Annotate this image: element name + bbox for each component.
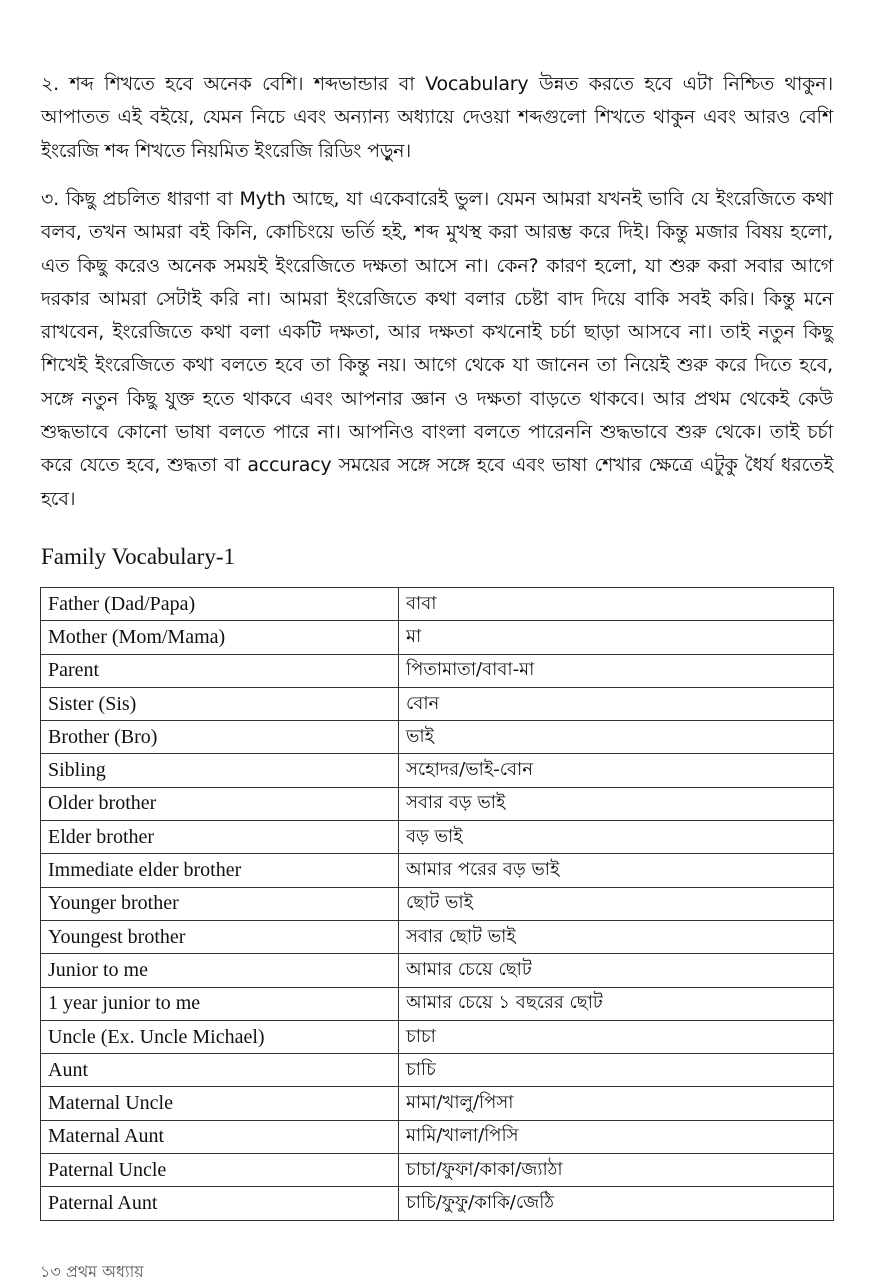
english-term-cell: Maternal Aunt — [41, 1120, 399, 1153]
page-footer — [40, 1262, 190, 1281]
table-row — [41, 954, 834, 987]
paragraph-point-2: ২. শব্দ শিখতে হবে অনেক বেশি। শব্দভান্ডার বা Vocabulary উন্নত করতে হবে এটা নিশ্চিত থাকুন। আপাতত এই বইয়ে, যেমন নিচে এবং অন্যান্য অধ্যায়ে দেওয়া শব্দগুলো শিখতে থাকুন এবং আরও বেশি ইংরেজি শব্দ শিখতে নিয়মিত ইংরেজি রিডিং পড়ুন। — [41, 73, 834, 162]
bangla-meaning-cell: বাবা — [399, 588, 834, 621]
english-term-cell: Parent — [41, 654, 399, 687]
english-term-cell: Paternal Aunt — [41, 1187, 399, 1220]
english-term-cell: Immediate elder brother — [41, 854, 399, 887]
bangla-meaning-cell: ছোট ভাই — [399, 887, 834, 920]
table-row — [41, 1054, 834, 1087]
bangla-meaning-cell: আমার চেয়ে ছোট — [399, 954, 834, 987]
bangla-meaning-cell: চাচি — [399, 1054, 834, 1087]
table-row — [41, 1087, 834, 1120]
bangla-meaning-cell: পিতামাতা/বাবা-মা — [399, 654, 834, 687]
bangla-meaning-cell: আমার পরের বড় ভাই — [399, 854, 834, 887]
page-footer-text: ১৩ প্রথম অধ্যায় — [40, 1262, 144, 1281]
bangla-meaning-cell: বড় ভাই — [399, 821, 834, 854]
bangla-meaning-cell: মা — [399, 621, 834, 654]
bangla-meaning-cell: সবার বড় ভাই — [399, 787, 834, 820]
bangla-meaning-cell: সবার ছোট ভাই — [399, 920, 834, 953]
section-title: Family Vocabulary-1 — [41, 544, 235, 569]
table-row — [41, 721, 834, 754]
bangla-meaning-cell: চাচি/ফুফু/কাকি/জেঠি — [399, 1187, 834, 1220]
table-row — [41, 588, 834, 621]
table-row — [41, 754, 834, 787]
english-term-cell: Paternal Uncle — [41, 1154, 399, 1187]
table-row — [41, 920, 834, 953]
table-row — [41, 887, 834, 920]
bangla-meaning-cell: মামা/খালু/পিসা — [399, 1087, 834, 1120]
english-term-cell: Aunt — [41, 1054, 399, 1087]
table-row — [41, 787, 834, 820]
table-row — [41, 821, 834, 854]
vocabulary-table — [40, 587, 834, 1221]
english-term-cell: Junior to me — [41, 954, 399, 987]
english-term-cell: Brother (Bro) — [41, 721, 399, 754]
bangla-meaning-cell: আমার চেয়ে ১ বছরের ছোট — [399, 987, 834, 1020]
bangla-meaning-cell: চাচা — [399, 1020, 834, 1053]
table-row — [41, 987, 834, 1020]
paragraph-point-3: ৩. কিছু প্রচলিত ধারণা বা Myth আছে, যা একেবারেই ভুল। যেমন আমরা যখনই ভাবি যে ইংরেজিতে কথা বলব, তখন আমরা বই কিনি, কোচিংয়ে ভর্তি হই, শব্দ মুখস্থ করা আরম্ভ করে দিই। কিন্তু মজার বিষয় হলো, এত কিছু করেও অনেক সময়ই ইংরেজিতে দক্ষতা আসে না। কেন? কারণ হলো, যা শুরু করা সবার আগে দরকার আমরা সেটাই করি না। আমরা ইংরেজিতে কথা বলার চেষ্টা বাদ দিয়ে বাকি সবই করি। কিন্তু মনে রাখবেন, ইংরেজিতে কথা বলা একটি দক্ষতা, আর দক্ষতা কখনোই চর্চা ছাড়া আসবে না। তাই নতুন কিছু শিখেই ইংরেজিতে কথা বলতে হবে তা কিন্তু নয়। আগে থেকে যা জানেন তা নিয়েই শুরু করে দিতে হবে, সঙ্গে নতুন কিছু যুক্ত হতে থাকবে এবং আপনার জ্ঞান ও দক্ষতা বাড়তে থাকবে। আর প্রথম থেকেই কেউ শুদ্ধভাবে কোনো ভাষা বলতে পারে না। আপনিও বাংলা বলতে পারেননি শুদ্ধভাবে শুরু থেকে। তাই চর্চা করে যেতে হবে, শুদ্ধতা বা accuracy সময়ের সঙ্গে সঙ্গে হবে এবং ভাষা শেখার ক্ষেত্রে এটুকু ধৈর্য ধরতেই হবে। — [41, 188, 833, 510]
table-row — [41, 1020, 834, 1053]
bangla-meaning-cell: চাচা/ফুফা/কাকা/জ্যাঠা — [399, 1154, 834, 1187]
table-row — [41, 621, 834, 654]
english-term-cell: Sibling — [41, 754, 399, 787]
bangla-meaning-cell: মামি/খালা/পিসি — [399, 1120, 834, 1153]
table-row — [41, 1120, 834, 1153]
english-term-cell: Uncle (Ex. Uncle Michael) — [41, 1020, 399, 1053]
english-term-cell: 1 year junior to me — [41, 987, 399, 1020]
english-term-cell: Older brother — [41, 787, 399, 820]
bangla-meaning-cell: সহোদর/ভাই-বোন — [399, 754, 834, 787]
english-term-cell: Maternal Uncle — [41, 1087, 399, 1120]
english-term-cell: Sister (Sis) — [41, 687, 399, 720]
english-term-cell: Younger brother — [41, 887, 399, 920]
bangla-meaning-cell: বোন — [399, 687, 834, 720]
table-row — [41, 1154, 834, 1187]
english-term-cell: Mother (Mom/Mama) — [41, 621, 399, 654]
table-row — [41, 854, 834, 887]
english-term-cell: Father (Dad/Papa) — [41, 588, 399, 621]
english-term-cell: Elder brother — [41, 821, 399, 854]
vocabulary-table-body — [41, 588, 834, 1221]
table-row — [41, 654, 834, 687]
table-row — [41, 687, 834, 720]
english-term-cell: Youngest brother — [41, 920, 399, 953]
bangla-meaning-cell: ভাই — [399, 721, 834, 754]
table-row — [41, 1187, 834, 1220]
